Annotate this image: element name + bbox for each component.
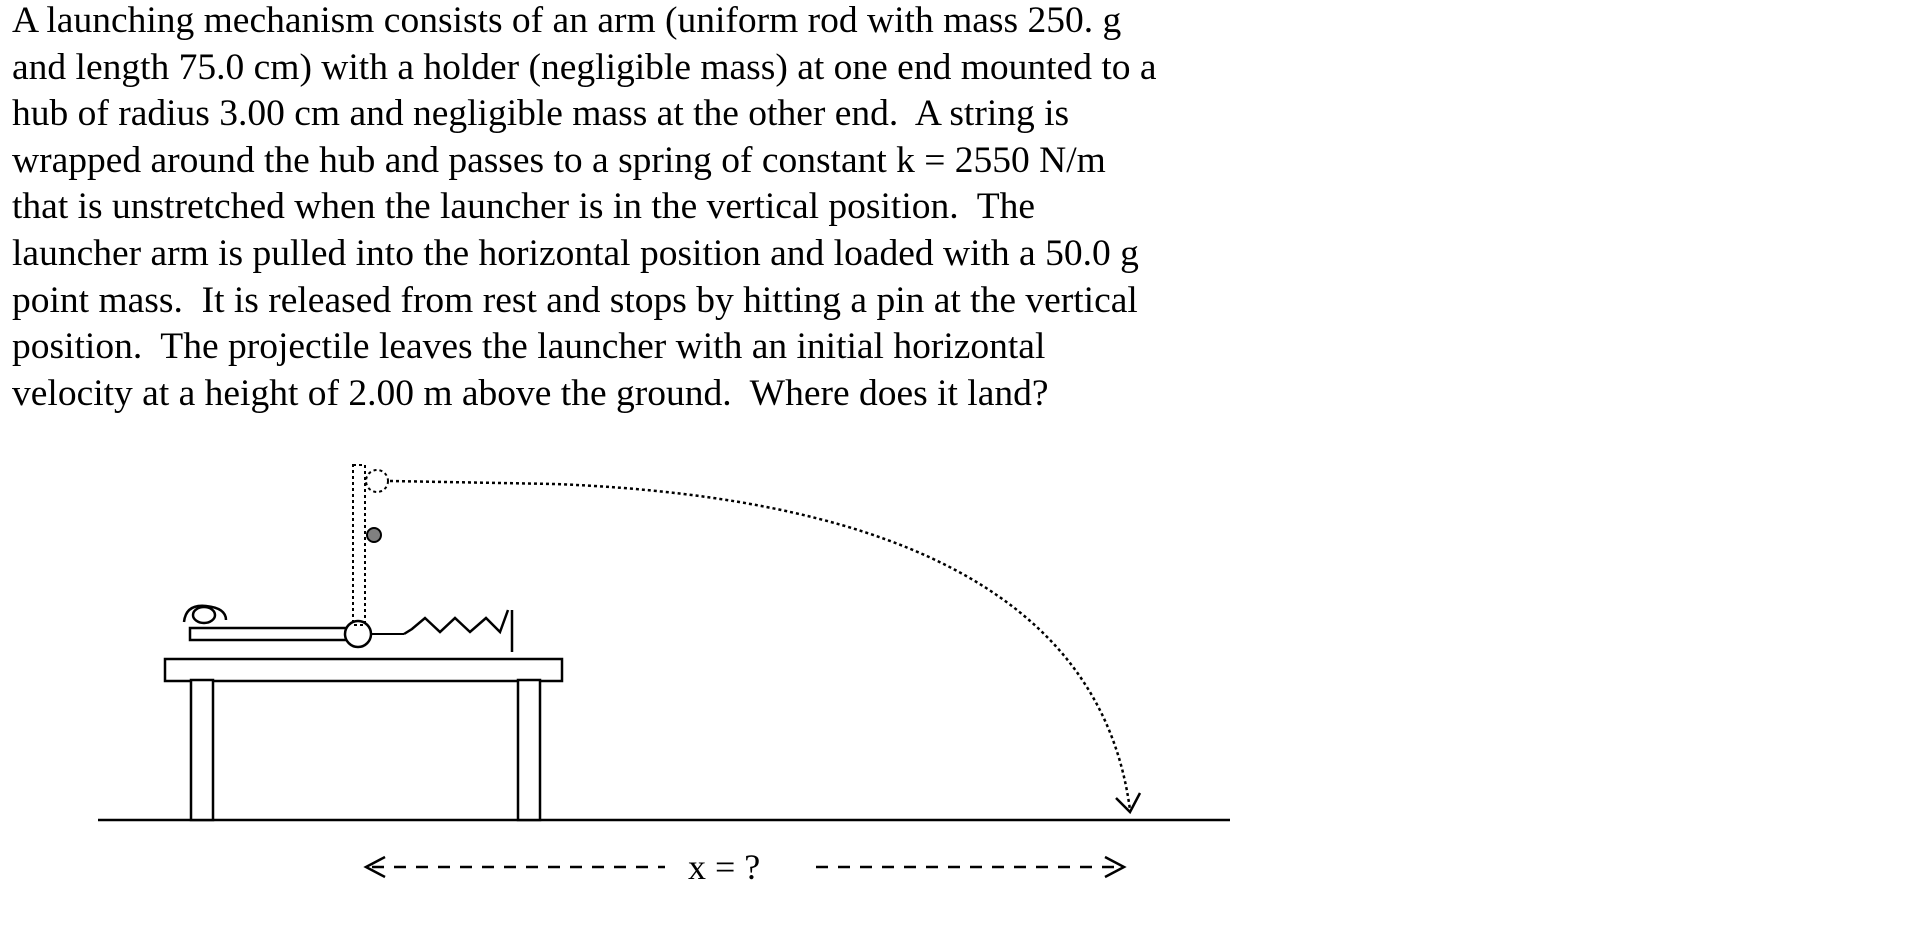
holder-top <box>366 470 388 492</box>
launcher-arm-horizontal <box>190 628 358 640</box>
problem-line: launcher arm is pulled into the horizontal position and loaded with a 50.0 g <box>12 232 1139 274</box>
problem-line: and length 75.0 cm) with a holder (negligible mass) at one end mounted to a <box>12 46 1157 88</box>
problem-line: point mass. It is released from rest and stops by hitting a pin at the vertical <box>12 279 1138 321</box>
problem-line: A launching mechanism consists of an arm (uniform rod with mass 250. g <box>12 0 1122 41</box>
table-leg-right <box>518 680 540 820</box>
problem-statement <box>12 0 1272 417</box>
spring <box>404 610 508 634</box>
trajectory <box>390 481 1130 810</box>
launcher-arm-vertical <box>353 465 365 625</box>
problem-line: that is unstretched when the launcher is in the vertical position. The <box>12 186 1035 228</box>
hub <box>345 621 371 647</box>
projectile-ball <box>193 607 215 623</box>
range-label: x = ? <box>688 847 761 887</box>
stop-pin <box>367 528 381 542</box>
problem-line: velocity at a height of 2.00 m above the ground. Where does it land? <box>12 372 1049 414</box>
problem-line: position. The projectile leaves the launcher with an initial horizontal <box>12 326 1046 368</box>
table-top <box>165 659 562 681</box>
table-leg-left <box>191 680 213 820</box>
launcher-diagram <box>0 440 1300 900</box>
problem-line: hub of radius 3.00 cm and negligible mass at the other end. A string is <box>12 93 1070 135</box>
problem-line: wrapped around the hub and passes to a spring of constant k = 2550 N/m <box>12 139 1106 181</box>
